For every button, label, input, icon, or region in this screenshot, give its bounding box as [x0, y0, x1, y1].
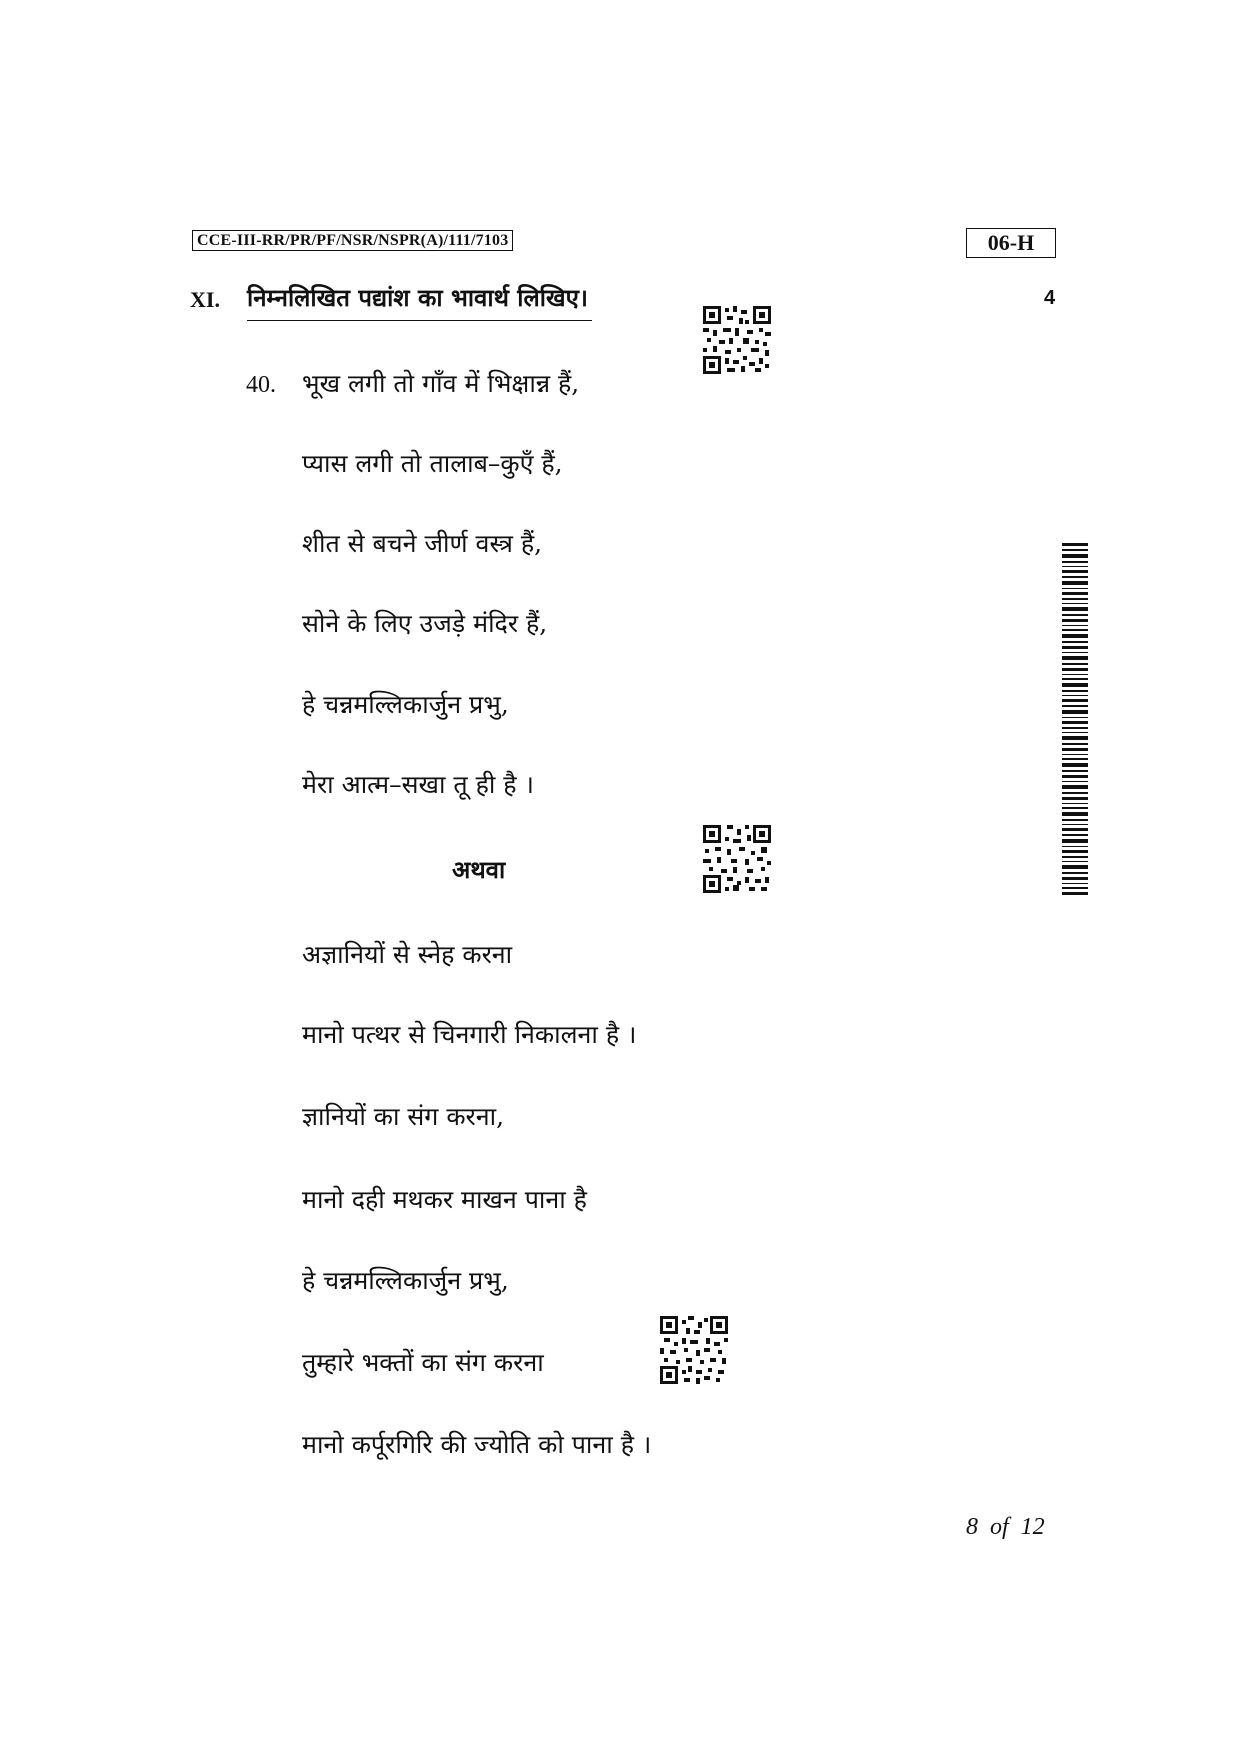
- exam-code: CCE-III-RR/PR/PF/NSR/NSPR(A)/111/7103: [192, 230, 513, 251]
- poem-1-line: सोने के लिए उजड़े मंदिर हैं,: [302, 609, 548, 638]
- question-number: XI.: [190, 287, 220, 312]
- poem-2-line: मानो कर्पूरगिरि की ज्योति को पाना है ।: [302, 1430, 652, 1459]
- poem-2-line: मानो पत्थर से चिनगारी निकालना है ।: [302, 1020, 637, 1049]
- poem-1-line: प्यास लगी तो तालाब–कुएँ हैं,: [302, 449, 563, 478]
- poem-2-line: तुम्हारे भक्तों का संग करना: [302, 1348, 544, 1377]
- poem-2-line: मानो दही मथकर माखन पाना है: [302, 1185, 587, 1214]
- poem-2-line: ज्ञानियों का संग करना,: [302, 1102, 505, 1131]
- page-number: 8 of 12: [966, 1514, 1045, 1540]
- paper-code: 06-H: [966, 228, 1056, 258]
- qr-code-3: [660, 1316, 728, 1384]
- poem-1-line: मेरा आत्म–सखा तू ही है ।: [302, 770, 534, 799]
- poem-2-line: हे चन्नमल्लिकार्जुन प्रभु,: [302, 1266, 509, 1295]
- or-heading: अथवा: [452, 855, 506, 884]
- question-instruction: निम्नलिखित पद्यांश का भावार्थ लिखिए।: [247, 281, 592, 321]
- question-marks: 4: [1044, 287, 1056, 309]
- sub-question-number: 40.: [246, 372, 276, 398]
- poem-1-line: हे चन्नमल्लिकार्जुन प्रभु,: [302, 690, 509, 719]
- barcode: [1062, 543, 1088, 895]
- poem-2-line: अज्ञानियों से स्नेह करना: [302, 940, 513, 969]
- poem-1-line: शीत से बचने जीर्ण वस्त्र हैं,: [302, 529, 543, 558]
- poem-1-line: भूख लगी तो गाँव में भिक्षान्न हैं,: [302, 369, 580, 398]
- qr-code-2: [703, 825, 771, 893]
- qr-code-1: [703, 306, 771, 374]
